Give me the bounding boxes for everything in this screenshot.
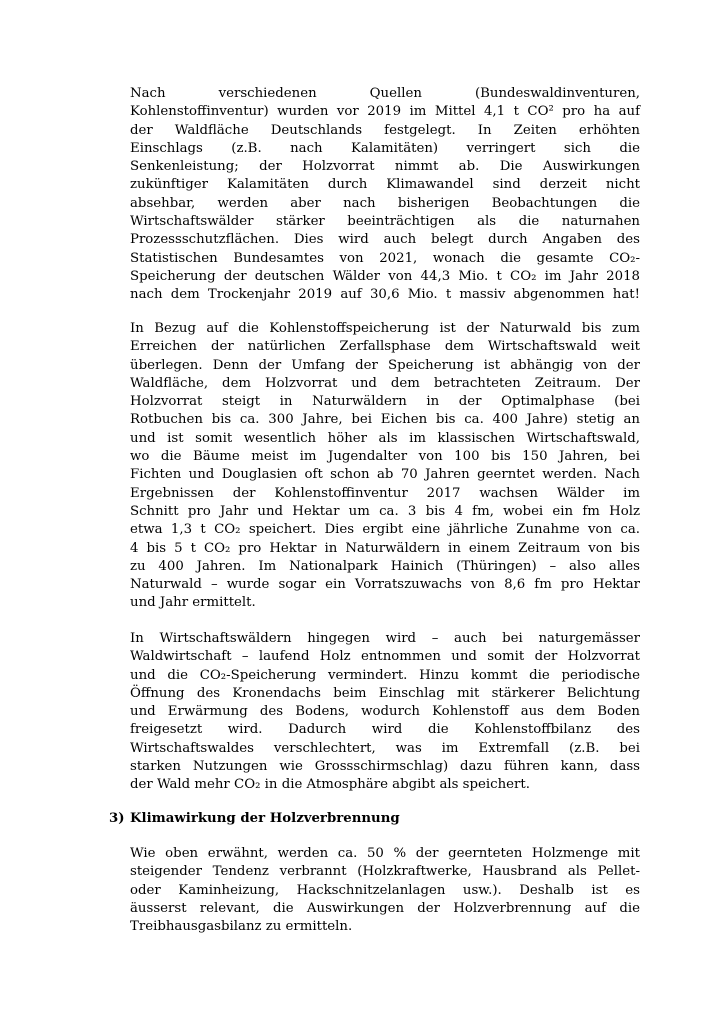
text-line: nach dem Trockenjahr 2019 auf 30,6 Mio. t massiv abgenommen hat! [130, 287, 640, 303]
text-line: Waldwirtschaft – laufend Holz entnommen und somit der Holzvorrat [130, 649, 640, 665]
section-title: Klimawirkung der Holzverbrennung [130, 811, 400, 826]
text-line: Fichten und Douglasien oft schon ab 70 Jahren geerntet werden. Nach [130, 467, 640, 483]
text-line: wo die Bäume meist im Jugendalter von 100 bis 150 Jahren, bei [130, 449, 640, 465]
text-line: Rotbuchen bis ca. 300 Jahre, bei Eichen bis ca. 400 Jahre) stetig an [130, 412, 640, 428]
text-line: Kohlenstoffinventur) wurden vor 2019 im Mittel 4,1 t CO² pro ha auf [130, 104, 640, 120]
text-line: Speicherung der deutschen Wälder von 44,3 Mio. t CO₂ im Jahr 2018 [130, 268, 640, 284]
text-line: und ist somit wesentlich höher als im klassischen Wirtschaftswald, [130, 430, 640, 446]
text-line: äusserst relevant, die Auswirkungen der Holzverbrennung auf die [130, 900, 640, 916]
text-line: freigesetzt wird. Dadurch wird die Kohlenstoffbilanz des [130, 722, 640, 738]
text-line: zukünftiger Kalamitäten durch Klimawandel sind derzeit nicht [130, 177, 640, 193]
text-line: Ergebnissen der Kohlenstoffinventur 2017 wachsen Wälder im [130, 485, 640, 501]
text-line: etwa 1,3 t CO₂ speichert. Dies ergibt eine jährliche Zunahme von ca. [130, 522, 640, 538]
text-line: 4 bis 5 t CO₂ pro Hektar in Naturwäldern in einem Zeitraum von bis [130, 540, 640, 556]
text-line: Öffnung des Kronendachs beim Einschlag mit stärkerer Belichtung [130, 685, 640, 701]
text-line: und die CO₂-Speicherung vermindert. Hinzu kommt die periodische [130, 667, 640, 683]
paragraph-naturwald-storage [130, 320, 640, 613]
text-line: starken Nutzungen wie Grossschirmschlag) dazu führen kann, dass [130, 759, 640, 775]
text-line: Wirtschaftswaldes verschlechtert, was im Extremfall (z.B. bei [130, 740, 640, 756]
paragraph-holzverbrennung [130, 845, 640, 936]
text-line: der Wald mehr CO₂ in die Atmosphäre abgibt als speichert. [130, 777, 530, 793]
text-line: Schnitt pro Jahr und Hektar um ca. 3 bis 4 fm, wobei ein fm Holz [130, 503, 640, 519]
text-line: überlegen. Denn der Umfang der Speicherung ist abhängig von der [130, 357, 640, 373]
text-line: Erreichen der natürlichen Zerfallsphase dem Wirtschaftswald weit [130, 339, 640, 355]
text-line: oder Kaminheizung, Hackschnitzelanlagen usw.). Deshalb ist es [130, 882, 640, 898]
section-number: 3) [109, 811, 125, 826]
text-line: Prozessschutzflächen. Dies wird auch belegt durch Angaben des [130, 232, 640, 248]
text-line: steigender Tendenz verbrannt (Holzkraftwerke, Hausbrand als Pellet- [130, 864, 640, 880]
text-line: Einschlags (z.B. nach Kalamitäten) verringert sich die [130, 140, 640, 156]
text-line: Statistischen Bundesamtes von 2021, wonach die gesamte CO₂- [130, 250, 640, 266]
text-line: der Waldfläche Deutschlands festgelegt. In Zeiten erhöhten [130, 122, 640, 138]
text-line: Nach verschiedenen Quellen (Bundeswaldinventuren, [130, 86, 640, 101]
text-line: absehbar, werden aber nach bisherigen Beobachtungen die [130, 195, 640, 211]
text-line: In Bezug auf die Kohlenstoffspeicherung ist der Naturwald bis zum [130, 321, 640, 336]
text-line: und Jahr ermittelt. [130, 595, 256, 611]
text-line: Naturwald – wurde sogar ein Vorratszuwachs von 8,6 fm pro Hektar [130, 577, 640, 593]
text-line: Treibhausgasbilanz zu ermitteln. [130, 919, 353, 935]
text-line: Holzvorrat steigt in Naturwäldern in der Optimalphase (bei [130, 394, 640, 410]
text-line: Wirtschaftswälder stärker beeinträchtigen als die naturnahen [130, 214, 640, 230]
text-line: In Wirtschaftswäldern hingegen wird – auch bei naturgemässer [130, 631, 640, 646]
text-line: Waldfläche, dem Holzvorrat und dem betrachteten Zeitraum. Der [130, 375, 640, 391]
text-line: und Erwärmung des Bodens, wodurch Kohlenstoff aus dem Boden [130, 704, 640, 720]
text-line: zu 400 Jahren. Im Nationalpark Hainich (Thüringen) – also alles [130, 558, 640, 574]
section-heading [109, 810, 400, 828]
text-line: Senkenleistung; der Holzvorrat nimmt ab. Die Auswirkungen [130, 159, 640, 175]
paragraph-carbon-storage-sources [130, 85, 640, 305]
paragraph-wirtschaftswald [130, 630, 640, 795]
text-line: Wie oben erwähnt, werden ca. 50 % der geernteten Holzmenge mit [130, 846, 640, 861]
